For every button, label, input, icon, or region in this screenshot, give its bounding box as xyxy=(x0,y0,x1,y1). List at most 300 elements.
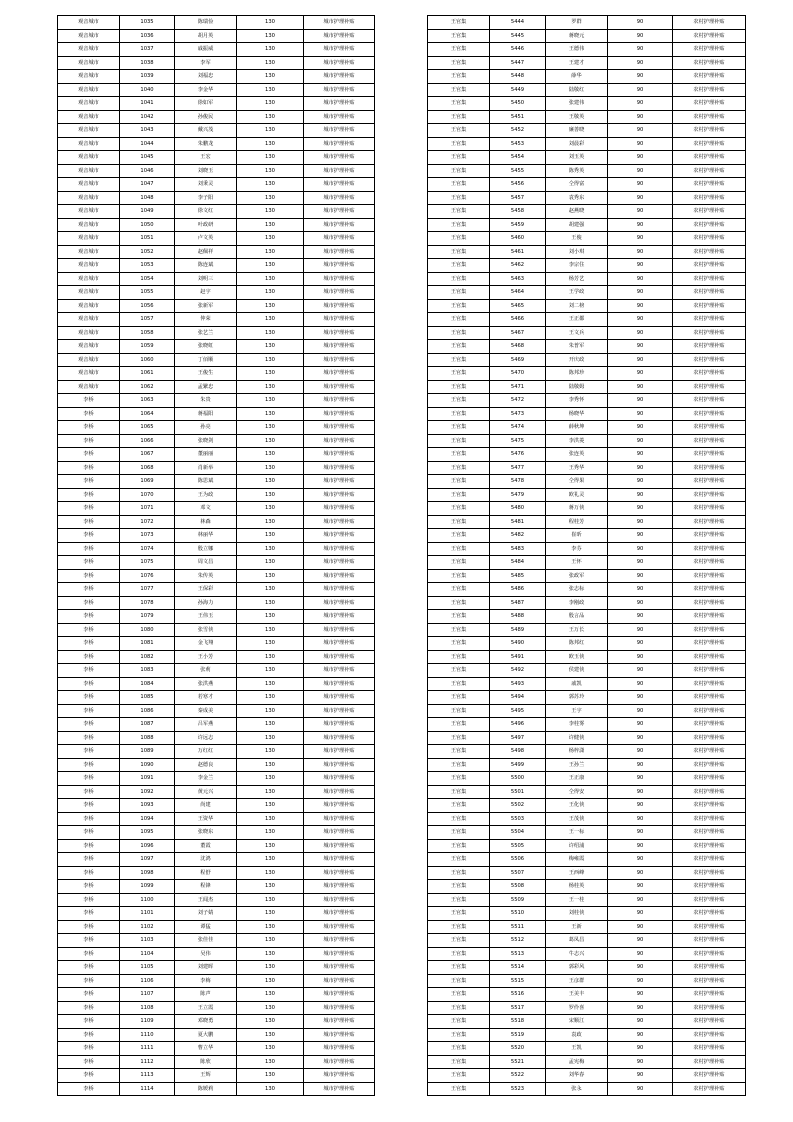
serial-cell: 1089 xyxy=(120,745,175,759)
table-row xyxy=(58,394,375,408)
serial-cell: 1066 xyxy=(120,434,175,448)
region-cell: 李桥 xyxy=(58,1069,120,1083)
region-cell: 李桥 xyxy=(58,812,120,826)
table-row xyxy=(428,1015,746,1029)
subsidy-type-cell: 农村护理补贴 xyxy=(673,286,746,300)
table-row xyxy=(428,461,746,475)
table-row xyxy=(58,448,375,462)
table-row xyxy=(428,1042,746,1056)
subsidy-type-cell: 农村护理补贴 xyxy=(673,1015,746,1029)
region-cell: 王官集 xyxy=(428,16,490,30)
right-table-body xyxy=(428,16,746,1096)
region-cell: 王官集 xyxy=(428,704,490,718)
table-row xyxy=(428,394,746,408)
name-cell: 仝得富 xyxy=(546,178,608,192)
table-row xyxy=(58,529,375,543)
region-cell: 王官集 xyxy=(428,556,490,570)
amount-cell: 130 xyxy=(237,178,304,192)
serial-cell: 5452 xyxy=(490,124,546,138)
table-row xyxy=(428,515,746,529)
name-cell: 陈思斌 xyxy=(175,475,237,489)
serial-cell: 1113 xyxy=(120,1069,175,1083)
table-row xyxy=(58,664,375,678)
table-row xyxy=(428,1001,746,1015)
name-cell: 许绍浦 xyxy=(546,839,608,853)
subsidy-type-cell: 农村护理补贴 xyxy=(673,272,746,286)
serial-cell: 5450 xyxy=(490,97,546,111)
region-cell: 李桥 xyxy=(58,448,120,462)
table-row xyxy=(428,596,746,610)
name-cell: 朱贵 xyxy=(175,394,237,408)
name-cell: 刘小琪 xyxy=(546,245,608,259)
name-cell: 蒋福阳 xyxy=(175,407,237,421)
subsidy-type-cell: 农村护理补贴 xyxy=(673,259,746,273)
serial-cell: 5462 xyxy=(490,259,546,273)
name-cell: 李金华 xyxy=(175,83,237,97)
region-cell: 李桥 xyxy=(58,488,120,502)
subsidy-type-cell: 城市护理补贴 xyxy=(304,232,375,246)
subsidy-type-cell: 农村护理补贴 xyxy=(673,988,746,1002)
amount-cell: 130 xyxy=(237,124,304,138)
region-cell: 李桥 xyxy=(58,731,120,745)
region-cell: 李桥 xyxy=(58,853,120,867)
amount-cell: 130 xyxy=(237,799,304,813)
table-row xyxy=(428,704,746,718)
serial-cell: 5504 xyxy=(490,826,546,840)
table-row xyxy=(428,934,746,948)
serial-cell: 5473 xyxy=(490,407,546,421)
serial-cell: 1052 xyxy=(120,245,175,259)
serial-cell: 1039 xyxy=(120,70,175,84)
subsidy-type-cell: 城市护理补贴 xyxy=(304,137,375,151)
serial-cell: 5489 xyxy=(490,623,546,637)
amount-cell: 90 xyxy=(608,826,673,840)
region-cell: 王官集 xyxy=(428,29,490,43)
subsidy-type-cell: 城市护理补贴 xyxy=(304,151,375,165)
table-row xyxy=(58,853,375,867)
serial-cell: 1060 xyxy=(120,353,175,367)
table-row xyxy=(58,1001,375,1015)
serial-cell: 5505 xyxy=(490,839,546,853)
amount-cell: 130 xyxy=(237,947,304,961)
subsidy-type-cell: 农村护理补贴 xyxy=(673,340,746,354)
subsidy-type-cell: 城市护理补贴 xyxy=(304,124,375,138)
serial-cell: 5483 xyxy=(490,542,546,556)
amount-cell: 130 xyxy=(237,232,304,246)
region-cell: 王官集 xyxy=(428,475,490,489)
amount-cell: 90 xyxy=(608,1042,673,1056)
subsidy-type-cell: 城市护理补贴 xyxy=(304,475,375,489)
amount-cell: 90 xyxy=(608,947,673,961)
amount-cell: 90 xyxy=(608,353,673,367)
subsidy-type-cell: 城市护理补贴 xyxy=(304,1001,375,1015)
amount-cell: 130 xyxy=(237,812,304,826)
table-row xyxy=(58,29,375,43)
subsidy-type-cell: 农村护理补贴 xyxy=(673,853,746,867)
serial-cell: 1056 xyxy=(120,299,175,313)
serial-cell: 5466 xyxy=(490,313,546,327)
serial-cell: 1085 xyxy=(120,691,175,705)
table-row xyxy=(58,785,375,799)
name-cell: 朱传英 xyxy=(175,569,237,583)
amount-cell: 130 xyxy=(237,610,304,624)
subsidy-type-cell: 农村护理补贴 xyxy=(673,569,746,583)
amount-cell: 90 xyxy=(608,880,673,894)
name-cell: 刘福忠 xyxy=(175,70,237,84)
subsidy-type-cell: 城市护理补贴 xyxy=(304,326,375,340)
name-cell: 薛华 xyxy=(546,70,608,84)
amount-cell: 90 xyxy=(608,610,673,624)
name-cell: 刘华春 xyxy=(546,1069,608,1083)
region-cell: 李桥 xyxy=(58,907,120,921)
subsidy-type-cell: 农村护理补贴 xyxy=(673,1069,746,1083)
table-row xyxy=(58,110,375,124)
subsidy-type-cell: 农村护理补贴 xyxy=(673,83,746,97)
name-cell: 许健侠 xyxy=(546,731,608,745)
amount-cell: 130 xyxy=(237,340,304,354)
region-cell: 王官集 xyxy=(428,893,490,907)
subsidy-type-cell: 城市护理补贴 xyxy=(304,704,375,718)
amount-cell: 90 xyxy=(608,205,673,219)
table-row xyxy=(428,502,746,516)
amount-cell: 130 xyxy=(237,29,304,43)
region-cell: 观音城市 xyxy=(58,353,120,367)
serial-cell: 1038 xyxy=(120,56,175,70)
name-cell: 吴伟 xyxy=(175,947,237,961)
region-cell: 王官集 xyxy=(428,988,490,1002)
amount-cell: 130 xyxy=(237,664,304,678)
region-cell: 李桥 xyxy=(58,542,120,556)
name-cell: 殷言品 xyxy=(546,610,608,624)
name-cell: 戚振威 xyxy=(175,43,237,57)
serial-cell: 1112 xyxy=(120,1055,175,1069)
region-cell: 王官集 xyxy=(428,421,490,435)
name-cell: 王彦群 xyxy=(546,974,608,988)
name-cell: 卢文英 xyxy=(175,232,237,246)
table-row xyxy=(428,43,746,57)
serial-cell: 1045 xyxy=(120,151,175,165)
table-row xyxy=(58,610,375,624)
name-cell: 张永 xyxy=(546,1082,608,1096)
table-row xyxy=(58,623,375,637)
name-cell: 刘玉英 xyxy=(546,151,608,165)
name-cell: 开庆政 xyxy=(546,353,608,367)
serial-cell: 1078 xyxy=(120,596,175,610)
table-row xyxy=(58,326,375,340)
amount-cell: 90 xyxy=(608,110,673,124)
name-cell: 王俊生 xyxy=(175,367,237,381)
table-row xyxy=(428,812,746,826)
table-row xyxy=(58,1055,375,1069)
table-row xyxy=(428,191,746,205)
serial-cell: 1108 xyxy=(120,1001,175,1015)
table-row xyxy=(58,367,375,381)
name-cell: 孙俊民 xyxy=(175,110,237,124)
name-cell: 王文兵 xyxy=(546,326,608,340)
serial-cell: 1064 xyxy=(120,407,175,421)
region-cell: 王官集 xyxy=(428,110,490,124)
serial-cell: 5482 xyxy=(490,529,546,543)
amount-cell: 130 xyxy=(237,488,304,502)
subsidy-type-cell: 城市护理补贴 xyxy=(304,785,375,799)
serial-cell: 1072 xyxy=(120,515,175,529)
subsidy-type-cell: 农村护理补贴 xyxy=(673,70,746,84)
serial-cell: 1076 xyxy=(120,569,175,583)
table-row xyxy=(58,988,375,1002)
serial-cell: 5456 xyxy=(490,178,546,192)
subsidy-type-cell: 农村护理补贴 xyxy=(673,920,746,934)
subsidy-type-cell: 农村护理补贴 xyxy=(673,907,746,921)
subsidy-type-cell: 城市护理补贴 xyxy=(304,70,375,84)
subsidy-type-cell: 城市护理补贴 xyxy=(304,286,375,300)
subsidy-type-cell: 城市护理补贴 xyxy=(304,947,375,961)
subsidy-type-cell: 农村护理补贴 xyxy=(673,191,746,205)
name-cell: 王为政 xyxy=(175,488,237,502)
name-cell: 王美丰 xyxy=(546,988,608,1002)
region-cell: 李桥 xyxy=(58,596,120,610)
table-row xyxy=(428,70,746,84)
region-cell: 王官集 xyxy=(428,637,490,651)
region-cell: 观音城市 xyxy=(58,43,120,57)
amount-cell: 130 xyxy=(237,893,304,907)
region-cell: 王官集 xyxy=(428,542,490,556)
table-row xyxy=(58,407,375,421)
subsidy-type-cell: 城市护理补贴 xyxy=(304,272,375,286)
serial-cell: 1071 xyxy=(120,502,175,516)
serial-cell: 5518 xyxy=(490,1015,546,1029)
region-cell: 王官集 xyxy=(428,880,490,894)
serial-cell: 1090 xyxy=(120,758,175,772)
serial-cell: 1097 xyxy=(120,853,175,867)
name-cell: 黄元兴 xyxy=(175,785,237,799)
region-cell: 王官集 xyxy=(428,812,490,826)
serial-cell: 5480 xyxy=(490,502,546,516)
amount-cell: 90 xyxy=(608,367,673,381)
table-row xyxy=(428,245,746,259)
name-cell: 张艺兰 xyxy=(175,326,237,340)
region-cell: 李桥 xyxy=(58,1042,120,1056)
subsidy-type-cell: 农村护理补贴 xyxy=(673,880,746,894)
amount-cell: 130 xyxy=(237,704,304,718)
table-row xyxy=(58,974,375,988)
region-cell: 观音城市 xyxy=(58,205,120,219)
region-cell: 李桥 xyxy=(58,1015,120,1029)
amount-cell: 90 xyxy=(608,380,673,394)
table-row xyxy=(58,704,375,718)
amount-cell: 130 xyxy=(237,137,304,151)
region-cell: 李桥 xyxy=(58,799,120,813)
subsidy-type-cell: 农村护理补贴 xyxy=(673,704,746,718)
subsidy-type-cell: 农村护理补贴 xyxy=(673,812,746,826)
amount-cell: 90 xyxy=(608,299,673,313)
name-cell: 孙海力 xyxy=(175,596,237,610)
subsidy-type-cell: 城市护理补贴 xyxy=(304,880,375,894)
table-row xyxy=(58,313,375,327)
subsidy-type-cell: 农村护理补贴 xyxy=(673,799,746,813)
region-cell: 王官集 xyxy=(428,502,490,516)
serial-cell: 5490 xyxy=(490,637,546,651)
region-cell: 王官集 xyxy=(428,178,490,192)
serial-cell: 5468 xyxy=(490,340,546,354)
amount-cell: 90 xyxy=(608,124,673,138)
serial-cell: 1109 xyxy=(120,1015,175,1029)
name-cell: 陈欣 xyxy=(175,1055,237,1069)
serial-cell: 5453 xyxy=(490,137,546,151)
amount-cell: 130 xyxy=(237,542,304,556)
name-cell: 丁佰顺 xyxy=(175,353,237,367)
table-row xyxy=(428,637,746,651)
subsidy-type-cell: 城市护理补贴 xyxy=(304,691,375,705)
subsidy-type-cell: 城市护理补贴 xyxy=(304,961,375,975)
table-row xyxy=(58,218,375,232)
subsidy-type-cell: 城市护理补贴 xyxy=(304,839,375,853)
serial-cell: 5515 xyxy=(490,974,546,988)
table-row xyxy=(428,583,746,597)
subsidy-type-cell: 农村护理补贴 xyxy=(673,596,746,610)
region-cell: 王官集 xyxy=(428,1042,490,1056)
serial-cell: 1075 xyxy=(120,556,175,570)
table-row xyxy=(58,961,375,975)
region-cell: 王官集 xyxy=(428,1028,490,1042)
subsidy-type-cell: 城市护理补贴 xyxy=(304,988,375,1002)
amount-cell: 130 xyxy=(237,623,304,637)
serial-cell: 5460 xyxy=(490,232,546,246)
region-cell: 李桥 xyxy=(58,934,120,948)
serial-cell: 1105 xyxy=(120,961,175,975)
amount-cell: 130 xyxy=(237,1055,304,1069)
region-cell: 李桥 xyxy=(58,407,120,421)
name-cell: 宋顺江 xyxy=(546,1015,608,1029)
subsidy-type-cell: 农村护理补贴 xyxy=(673,394,746,408)
table-row xyxy=(58,799,375,813)
region-cell: 王官集 xyxy=(428,961,490,975)
subsidy-type-cell: 城市护理补贴 xyxy=(304,164,375,178)
name-cell: 陈瑞俭 xyxy=(175,16,237,30)
subsidy-type-cell: 农村护理补贴 xyxy=(673,947,746,961)
table-row xyxy=(58,97,375,111)
region-cell: 观音城市 xyxy=(58,191,120,205)
subsidy-type-cell: 农村护理补贴 xyxy=(673,785,746,799)
region-cell: 王官集 xyxy=(428,164,490,178)
region-cell: 观音城市 xyxy=(58,70,120,84)
name-cell: 梅雍霞 xyxy=(546,853,608,867)
subsidy-type-cell: 农村护理补贴 xyxy=(673,43,746,57)
table-row xyxy=(58,893,375,907)
amount-cell: 130 xyxy=(237,272,304,286)
region-cell: 王官集 xyxy=(428,583,490,597)
name-cell: 陈声 xyxy=(175,988,237,1002)
name-cell: 王德伟 xyxy=(546,43,608,57)
name-cell: 罗伶喜 xyxy=(546,1001,608,1015)
region-cell: 王官集 xyxy=(428,610,490,624)
region-cell: 王官集 xyxy=(428,407,490,421)
amount-cell: 130 xyxy=(237,1001,304,1015)
name-cell: 张新军 xyxy=(175,299,237,313)
region-cell: 李桥 xyxy=(58,461,120,475)
region-cell: 观音城市 xyxy=(58,178,120,192)
table-row xyxy=(428,178,746,192)
table-row xyxy=(58,907,375,921)
name-cell: 王学政 xyxy=(546,286,608,300)
serial-cell: 1103 xyxy=(120,934,175,948)
amount-cell: 90 xyxy=(608,16,673,30)
table-row xyxy=(428,56,746,70)
amount-cell: 130 xyxy=(237,299,304,313)
subsidy-type-cell: 城市护理补贴 xyxy=(304,461,375,475)
region-cell: 李桥 xyxy=(58,583,120,597)
table-row xyxy=(428,839,746,853)
table-row xyxy=(428,448,746,462)
name-cell: 王保彩 xyxy=(175,583,237,597)
name-cell: 王宏 xyxy=(175,151,237,165)
subsidy-type-cell: 农村护理补贴 xyxy=(673,623,746,637)
subsidy-type-cell: 农村护理补贴 xyxy=(673,16,746,30)
amount-cell: 90 xyxy=(608,974,673,988)
subsidy-type-cell: 农村护理补贴 xyxy=(673,421,746,435)
amount-cell: 90 xyxy=(608,650,673,664)
region-cell: 王官集 xyxy=(428,947,490,961)
table-row xyxy=(428,380,746,394)
region-cell: 李桥 xyxy=(58,866,120,880)
amount-cell: 90 xyxy=(608,704,673,718)
subsidy-type-cell: 城市护理补贴 xyxy=(304,934,375,948)
serial-cell: 5520 xyxy=(490,1042,546,1056)
name-cell: 张政军 xyxy=(546,569,608,583)
subsidy-type-cell: 农村护理补贴 xyxy=(673,205,746,219)
region-cell: 观音城市 xyxy=(58,83,120,97)
name-cell: 朱鹏龙 xyxy=(175,137,237,151)
subsidy-type-cell: 城市护理补贴 xyxy=(304,542,375,556)
subsidy-type-cell: 农村护理补贴 xyxy=(673,961,746,975)
serial-cell: 1047 xyxy=(120,178,175,192)
amount-cell: 130 xyxy=(237,569,304,583)
subsidy-type-cell: 城市护理补贴 xyxy=(304,596,375,610)
amount-cell: 130 xyxy=(237,677,304,691)
serial-cell: 1107 xyxy=(120,988,175,1002)
amount-cell: 130 xyxy=(237,1042,304,1056)
name-cell: 袁政 xyxy=(546,1028,608,1042)
region-cell: 王官集 xyxy=(428,326,490,340)
table-row xyxy=(58,164,375,178)
amount-cell: 90 xyxy=(608,731,673,745)
amount-cell: 130 xyxy=(237,1028,304,1042)
region-cell: 李桥 xyxy=(58,974,120,988)
serial-cell: 1069 xyxy=(120,475,175,489)
subsidy-type-cell: 城市护理补贴 xyxy=(304,556,375,570)
subsidy-type-cell: 农村护理补贴 xyxy=(673,758,746,772)
serial-cell: 1096 xyxy=(120,839,175,853)
table-row xyxy=(58,272,375,286)
region-cell: 观音城市 xyxy=(58,124,120,138)
name-cell: 刘秉灵 xyxy=(175,178,237,192)
table-row xyxy=(58,515,375,529)
table-row xyxy=(428,529,746,543)
amount-cell: 90 xyxy=(608,1015,673,1029)
amount-cell: 130 xyxy=(237,434,304,448)
table-row xyxy=(428,731,746,745)
region-cell: 李桥 xyxy=(58,502,120,516)
serial-cell: 1102 xyxy=(120,920,175,934)
region-cell: 王官集 xyxy=(428,340,490,354)
subsidy-type-cell: 农村护理补贴 xyxy=(673,488,746,502)
subsidy-type-cell: 农村护理补贴 xyxy=(673,178,746,192)
amount-cell: 90 xyxy=(608,421,673,435)
subsidy-type-cell: 农村护理补贴 xyxy=(673,124,746,138)
table-row xyxy=(428,920,746,934)
serial-cell: 1074 xyxy=(120,542,175,556)
amount-cell: 90 xyxy=(608,1028,673,1042)
table-row xyxy=(428,691,746,705)
